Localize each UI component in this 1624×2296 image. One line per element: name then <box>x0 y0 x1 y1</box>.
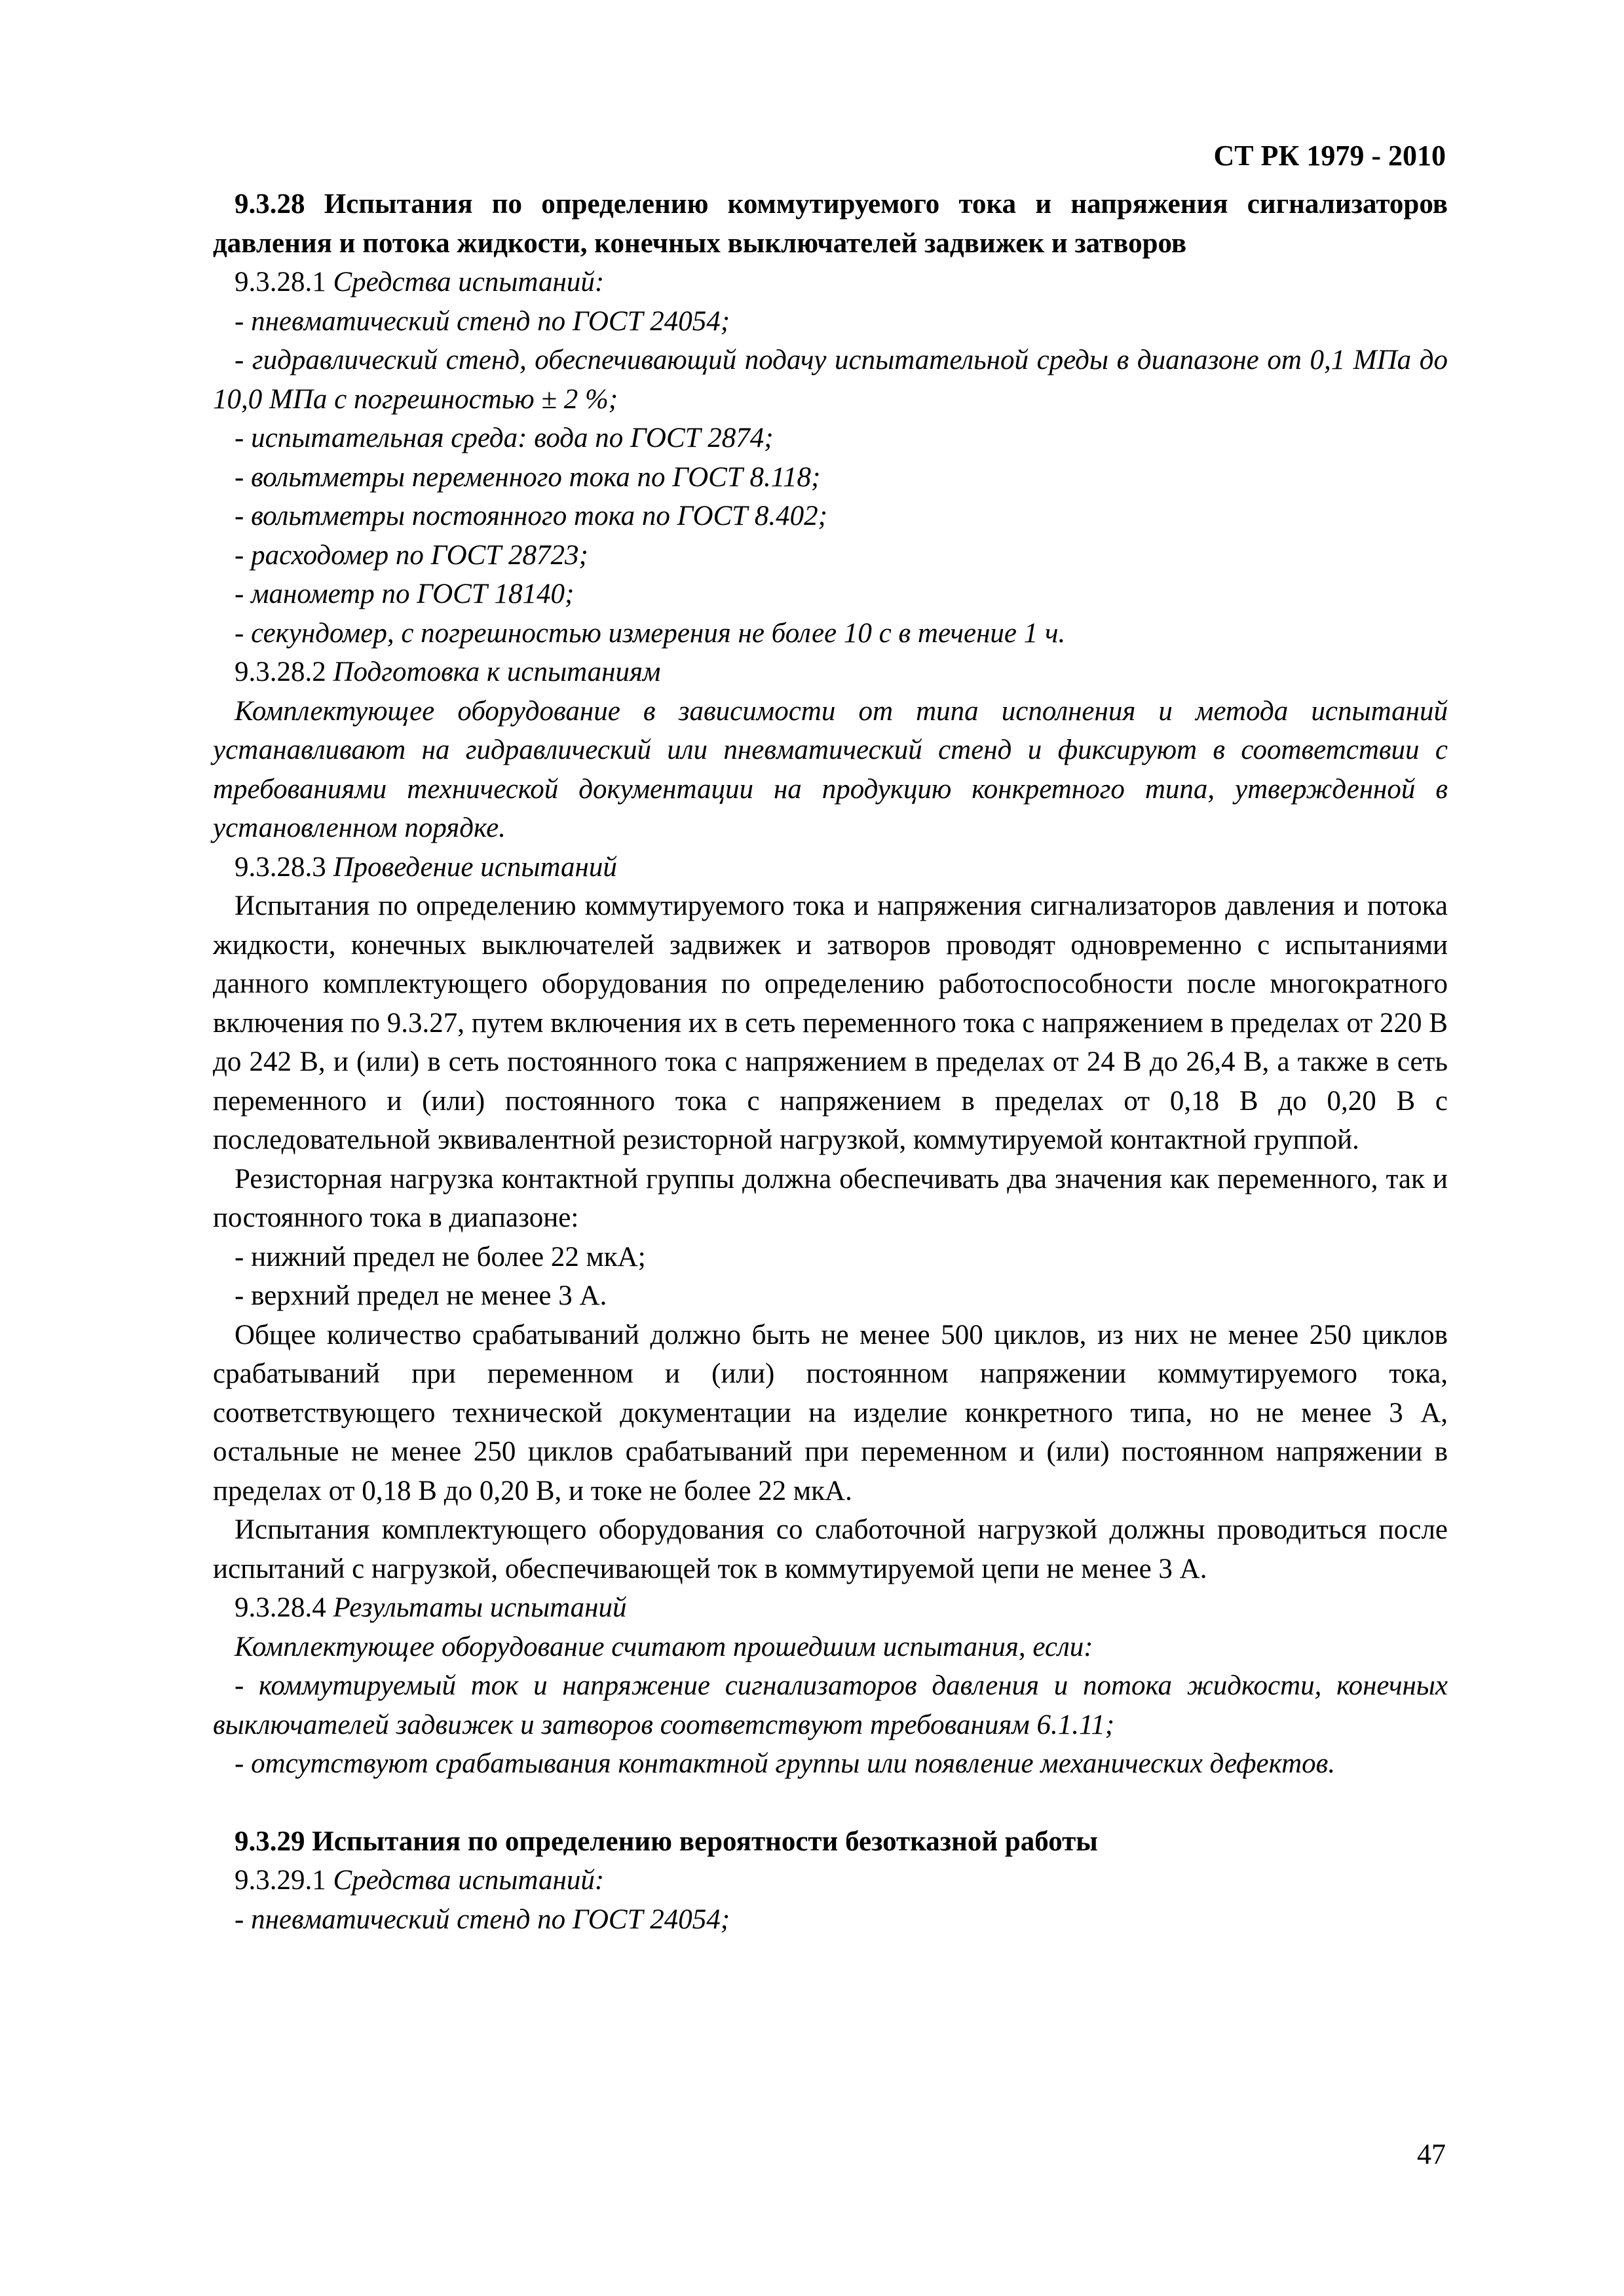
list-item: - нижний предел не более 22 мкА; <box>235 1241 646 1272</box>
list-item: - верхний предел не менее 3 А. <box>235 1280 607 1311</box>
section-heading-9-3-29: 9.3.29 Испытания по определению вероятности безотказной работы <box>235 1826 1098 1857</box>
list-item: - вольтметры постоянного тока по ГОСТ 8.402; <box>235 501 827 531</box>
subsection-9-3-29-1 <box>213 1861 1448 1900</box>
subsection-9-3-28-4 <box>213 1588 1448 1628</box>
subsection-9-3-28-3 <box>213 848 1448 887</box>
list-item: - секундомер, с погрешностью измерения не более 10 с в течение 1 ч. <box>235 617 1066 649</box>
paragraph: Общее количество срабатываний должно быть не менее 500 циклов, из них не менее 250 циклов срабатываний при переменном и (или) постоянном напряжении коммутируемого тока, соответствующего технической документации на изделие конкретного типа, но не менее 3 А, остальные не менее 250 циклов срабатываний при переменном и (или) постоянном напряжении в пределах от 0,18 В до 0,20 В, и токе не более 22 мкА. <box>213 1319 1448 1506</box>
subsection-title: Подготовка к испытаниям <box>333 657 661 687</box>
list-item: - гидравлический стенд, обеспечивающий подачу испытательной среды в диапазоне от 0,1 МПа до 10,0 МПа с погрешностью ± 2 %; <box>213 345 1448 415</box>
subsection-number: 9.3.28.3 <box>235 851 326 883</box>
list-item: - пневматический стенд по ГОСТ 24054; <box>235 1904 730 1935</box>
paragraph: Комплектующее оборудование в зависимости от типа исполнения и метода испытаний устанавливают на гидравлический или пневматический стенд и фиксируют в соответствии с требованиями технической документации на продукцию конкретного типа, утвержденной в установленном порядке. <box>213 695 1448 843</box>
subsection-title: Средства испытаний: <box>333 1865 605 1896</box>
list-item: - испытательная среда: вода по ГОСТ 2874; <box>235 423 774 453</box>
subsection-title: Средства испытаний: <box>333 267 605 297</box>
standard-code-header: СТ РК 1979 - 2010 <box>1213 140 1446 172</box>
list-item: - отсутствуют срабатывания контактной группы или появление механических дефектов. <box>235 1748 1336 1779</box>
paragraph: Резисторная нагрузка контактной группы должна обеспечивать два значения как переменного, так и постоянного тока в диапазоне: <box>213 1163 1448 1233</box>
page-content <box>213 185 1448 1939</box>
list-item: - пневматический стенд по ГОСТ 24054; <box>235 305 730 337</box>
subsection-number: 9.3.28.1 <box>235 267 326 297</box>
subsection-9-3-28-2 <box>213 653 1448 692</box>
subsection-9-3-28-1 <box>213 263 1448 302</box>
subsection-title: Результаты испытаний <box>333 1592 627 1623</box>
list-item: - вольтметры переменного тока по ГОСТ 8.118; <box>235 461 821 493</box>
subsection-number: 9.3.29.1 <box>235 1865 326 1896</box>
paragraph: Комплектующее оборудование считают прошедшим испытания, если: <box>235 1631 1093 1662</box>
section-heading-9-3-28: 9.3.28 Испытания по определению коммутируемого тока и напряжения сигнализаторов давления и потока жидкости, конечных выключателей задвижек и затворов <box>213 189 1448 259</box>
list-item: - манометр по ГОСТ 18140; <box>235 579 575 609</box>
page-number: 47 <box>1417 2138 1446 2170</box>
paragraph: Испытания по определению коммутируемого тока и напряжения сигнализаторов давления и потока жидкости, конечных выключателей задвижек и затворов проводят одновременно с испытаниями данного комплектующего оборудования по определению работоспособности после многократного включения по 9.3.27, путем включения их в сеть переменного тока с напряжением в пределах от 220 В до 242 В, и (или) в сеть постоянного тока с напряжением в пределах от 24 В до 26,4 В, а также в сеть переменного и (или) постоянного тока с напряжением в пределах от 0,18 В до 0,20 В с последовательной эквивалентной резисторной нагрузкой, коммутируемой контактной группой. <box>213 890 1448 1155</box>
list-item: - коммутируемый ток и напряжение сигнализаторов давления и потока жидкости, конечных выключателей задвижек и затворов соответствуют требованиям 6.1.11; <box>213 1670 1448 1740</box>
subsection-title: Проведение испытаний <box>333 851 617 883</box>
paragraph: Испытания комплектующего оборудования со слаботочной нагрузкой должны проводиться после испытаний с нагрузкой, обеспечивающей ток в коммутируемой цепи не менее 3 А. <box>213 1514 1448 1584</box>
list-item: - расходомер по ГОСТ 28723; <box>235 539 588 571</box>
subsection-number: 9.3.28.4 <box>235 1592 326 1623</box>
subsection-number: 9.3.28.2 <box>235 657 326 687</box>
